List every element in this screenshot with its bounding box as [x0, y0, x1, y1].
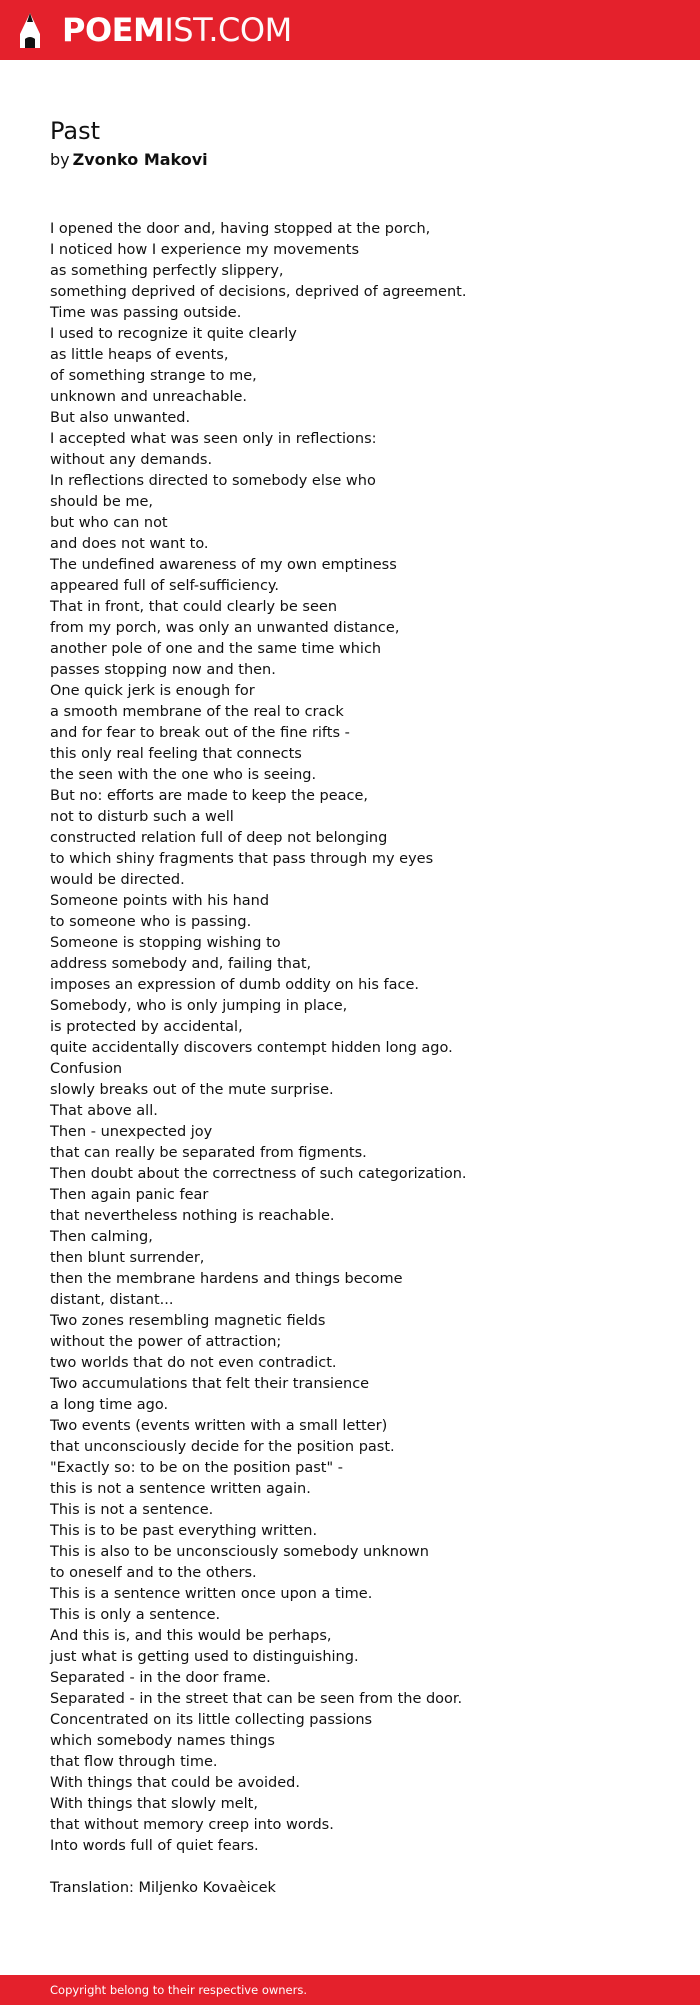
- poem-line: the seen with the one who is seeing.: [50, 767, 317, 783]
- poem-line: to oneself and to the others.: [50, 1565, 257, 1581]
- poem-line: would be directed.: [50, 872, 185, 888]
- poem-line: This is a sentence written once upon a time.: [50, 1586, 373, 1602]
- poem-line: that can really be separated from figments.: [50, 1145, 367, 1161]
- poem-line: But no: efforts are made to keep the peace,: [50, 788, 369, 804]
- poem-line: a smooth membrane of the real to crack: [50, 704, 344, 720]
- poem-line: and for fear to break out of the fine rifts -: [50, 725, 350, 741]
- poem-line: Then calming,: [50, 1229, 153, 1245]
- poem-line: Someone points with his hand: [50, 893, 270, 909]
- poem-line: Somebody, who is only jumping in place,: [50, 998, 348, 1014]
- poem-line: to someone who is passing.: [50, 914, 252, 930]
- poem-line: Then doubt about the correctness of such categorization.: [50, 1166, 467, 1182]
- copyright-text: Copyright belong to their respective owners.: [50, 1983, 308, 1997]
- poem-line: slowly breaks out of the mute surprise.: [50, 1082, 334, 1098]
- poem-line: passes stopping now and then.: [50, 662, 276, 678]
- site-footer: [0, 1975, 700, 2005]
- poem-line: That in front, that could clearly be seen: [50, 599, 338, 615]
- brand-light: IST.COM: [164, 11, 292, 49]
- poem-line: is protected by accidental,: [50, 1019, 243, 1035]
- poem-line: should be me,: [50, 494, 154, 510]
- poem-line: without any demands.: [50, 452, 213, 468]
- poem-line: as something perfectly slippery,: [50, 263, 284, 279]
- poem-line: This is only a sentence.: [50, 1607, 221, 1623]
- poem-line: I opened the door and, having stopped at the porch,: [50, 221, 431, 237]
- poem-line: from my porch, was only an unwanted distance,: [50, 620, 400, 636]
- poem-line: distant, distant...: [50, 1292, 174, 1308]
- poem-line: And this is, and this would be perhaps,: [50, 1628, 332, 1644]
- poem-line: and does not want to.: [50, 536, 209, 552]
- poem-line: Then - unexpected joy: [50, 1124, 213, 1140]
- poem-line: I noticed how I experience my movements: [50, 242, 360, 258]
- translation-credit: Translation: Miljenko Kovaèicek: [50, 1880, 276, 1896]
- poem-line: The undefined awareness of my own emptiness: [50, 557, 397, 573]
- poem-line: two worlds that do not even contradict.: [50, 1355, 337, 1371]
- poem-body: [50, 219, 670, 1857]
- poem-line: not to disturb such a well: [50, 809, 234, 825]
- brand-bold: POEM: [62, 11, 165, 49]
- poem-line: but who can not: [50, 515, 168, 531]
- poem-line: One quick jerk is enough for: [50, 683, 255, 699]
- poem-line: Two events (events written with a small letter): [50, 1418, 388, 1434]
- poem-line: Separated - in the door frame.: [50, 1670, 271, 1686]
- poem-line: Separated - in the street that can be seen from the door.: [50, 1691, 463, 1707]
- byline: [50, 149, 670, 171]
- poem-line: this is not a sentence written again.: [50, 1481, 311, 1497]
- poem-line: Confusion: [50, 1061, 123, 1077]
- poem-line: then the membrane hardens and things become: [50, 1271, 403, 1287]
- by-label: by: [50, 150, 70, 169]
- poem-line: Time was passing outside.: [50, 305, 242, 321]
- pen-nib-icon: [18, 12, 42, 50]
- poem-line: another pole of one and the same time which: [50, 641, 382, 657]
- poem-line: that without memory creep into words.: [50, 1817, 334, 1833]
- poem-line: With things that could be avoided.: [50, 1775, 300, 1791]
- poem-line: a long time ago.: [50, 1397, 169, 1413]
- poem-line: imposes an expression of dumb oddity on his face.: [50, 977, 420, 993]
- site-logo[interactable]: [62, 11, 292, 49]
- poem-line: unknown and unreachable.: [50, 389, 248, 405]
- poem-line: appeared full of self-sufficiency.: [50, 578, 280, 594]
- poem-line: that unconsciously decide for the position past.: [50, 1439, 395, 1455]
- poem-line: that flow through time.: [50, 1754, 218, 1770]
- poem-line: This is to be past everything written.: [50, 1523, 318, 1539]
- poem-line: That above all.: [50, 1103, 158, 1119]
- poem-line: address somebody and, failing that,: [50, 956, 312, 972]
- poem-line: "Exactly so: to be on the position past" -: [50, 1460, 343, 1476]
- poem-line: This is also to be unconsciously somebody unknown: [50, 1544, 429, 1560]
- poem-line: without the power of attraction;: [50, 1334, 282, 1350]
- poem-line: constructed relation full of deep not belonging: [50, 830, 388, 846]
- poem-line: This is not a sentence.: [50, 1502, 214, 1518]
- poem-line: Someone is stopping wishing to: [50, 935, 281, 951]
- poem-line: to which shiny fragments that pass through my eyes: [50, 851, 434, 867]
- poem-line: Two zones resembling magnetic fields: [50, 1313, 326, 1329]
- poem-line: just what is getting used to distinguishing.: [50, 1649, 359, 1665]
- poem-line: that nevertheless nothing is reachable.: [50, 1208, 335, 1224]
- poem-title: Past: [50, 117, 101, 145]
- poem-line: In reflections directed to somebody else who: [50, 473, 376, 489]
- poem-line: Concentrated on its little collecting passions: [50, 1712, 373, 1728]
- poem-line: Then again panic fear: [50, 1187, 209, 1203]
- poem-line: this only real feeling that connects: [50, 746, 302, 762]
- site-header: [0, 0, 700, 60]
- poem-line: I accepted what was seen only in reflections:: [50, 431, 377, 447]
- poem-line: With things that slowly melt,: [50, 1796, 258, 1812]
- poem-line: But also unwanted.: [50, 410, 191, 426]
- poem-line: Two accumulations that felt their transience: [50, 1376, 370, 1392]
- poem-line: quite accidentally discovers contempt hidden long ago.: [50, 1040, 453, 1056]
- poem-line: I used to recognize it quite clearly: [50, 326, 297, 342]
- poem-line: Into words full of quiet fears.: [50, 1838, 259, 1854]
- poem-heading: [50, 114, 670, 171]
- poem-line: something deprived of decisions, deprived of agreement.: [50, 284, 467, 300]
- poem-line: which somebody names things: [50, 1733, 275, 1749]
- poem-line: of something strange to me,: [50, 368, 257, 384]
- poem-line: then blunt surrender,: [50, 1250, 205, 1266]
- author-name[interactable]: Zvonko Makovi: [72, 150, 208, 169]
- poem-line: as little heaps of events,: [50, 347, 229, 363]
